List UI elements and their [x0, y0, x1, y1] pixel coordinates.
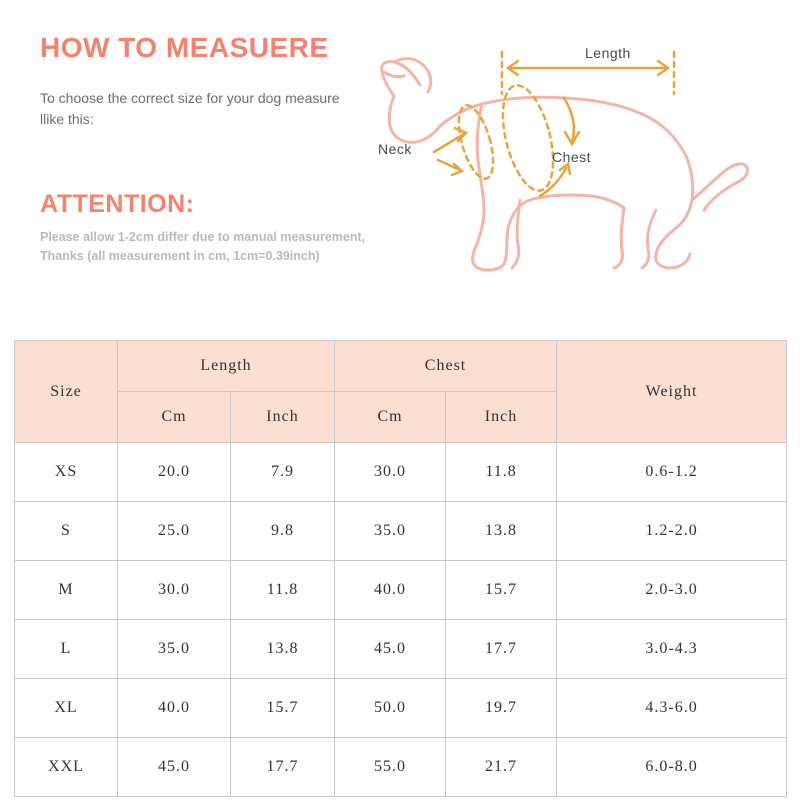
cell-weight-kg: 3.0-4.3: [557, 620, 787, 679]
cell-chest-cm: 55.0: [335, 738, 446, 797]
cell-length-inch: 9.8: [231, 502, 335, 561]
table-row: [15, 561, 787, 620]
cell-chest-inch: 21.7: [446, 738, 557, 797]
cell-chest-inch: 15.7: [446, 561, 557, 620]
cell-size: XXL: [15, 738, 118, 797]
header-length: Length: [118, 341, 335, 392]
cell-length-inch: 7.9: [231, 443, 335, 502]
table-row: [15, 443, 787, 502]
cell-length-cm: 20.0: [118, 443, 231, 502]
cell-chest-inch: 17.7: [446, 620, 557, 679]
cell-weight-kg: 0.6-1.2: [557, 443, 787, 502]
cell-size: L: [15, 620, 118, 679]
cell-chest-cm: 40.0: [335, 561, 446, 620]
size-table: [14, 340, 787, 797]
attention-title: ATTENTION:: [40, 190, 195, 218]
dog-outline-icon: [360, 10, 790, 330]
cell-length-cm: 40.0: [118, 679, 231, 738]
top-section: [0, 0, 800, 330]
header-size: Size: [15, 341, 118, 443]
cell-weight-kg: 1.2-2.0: [557, 502, 787, 561]
header-length-cm: Cm: [118, 392, 231, 443]
cell-chest-inch: 13.8: [446, 502, 557, 561]
page-subtitle: To choose the correct size for your dog measure llike this:: [40, 90, 340, 127]
cell-length-inch: 15.7: [231, 679, 335, 738]
header-weight-label: Weight: [645, 382, 698, 400]
cell-size: S: [15, 502, 118, 561]
cell-chest-cm: 35.0: [335, 502, 446, 561]
header-chest-inch: Inch: [446, 392, 557, 443]
cell-size: XS: [15, 443, 118, 502]
table-header: [15, 341, 787, 443]
cell-length-inch: 11.8: [231, 561, 335, 620]
size-table-wrapper: [14, 340, 786, 797]
cell-length-cm: 45.0: [118, 738, 231, 797]
cell-chest-inch: 11.8: [446, 443, 557, 502]
cell-chest-cm: 50.0: [335, 679, 446, 738]
table-body: [15, 443, 787, 797]
cell-length-inch: 17.7: [231, 738, 335, 797]
cell-chest-cm: 45.0: [335, 620, 446, 679]
table-row: [15, 502, 787, 561]
cell-length-cm: 30.0: [118, 561, 231, 620]
header-weight-group: [557, 341, 787, 443]
cell-size: XL: [15, 679, 118, 738]
table-row: [15, 620, 787, 679]
cell-chest-cm: 30.0: [335, 443, 446, 502]
header-chest: Chest: [335, 341, 557, 392]
cell-weight-kg: 2.0-3.0: [557, 561, 787, 620]
diagram-label-chest: Chest: [552, 149, 592, 165]
cell-chest-inch: 19.7: [446, 679, 557, 738]
dog-measurement-diagram: [360, 10, 790, 330]
page-title: HOW TO MEASUERE: [40, 32, 329, 63]
cell-weight-kg: 4.3-6.0: [557, 679, 787, 738]
diagram-label-length: Length: [585, 45, 631, 61]
table-row: [15, 679, 787, 738]
table-group-header-row: [15, 341, 787, 392]
cell-length-inch: 13.8: [231, 620, 335, 679]
header-length-inch: Inch: [231, 392, 335, 443]
cell-length-cm: 35.0: [118, 620, 231, 679]
table-row: [15, 738, 787, 797]
cell-length-cm: 25.0: [118, 502, 231, 561]
cell-size: M: [15, 561, 118, 620]
diagram-label-neck: Neck: [378, 141, 412, 157]
attention-note: Please allow 1-2cm differ due to manual measurement, Thanks (all measurement in cm, 1cm=0.39inch): [40, 230, 366, 263]
cell-weight-kg: 6.0-8.0: [557, 738, 787, 797]
header-chest-cm: Cm: [335, 392, 446, 443]
